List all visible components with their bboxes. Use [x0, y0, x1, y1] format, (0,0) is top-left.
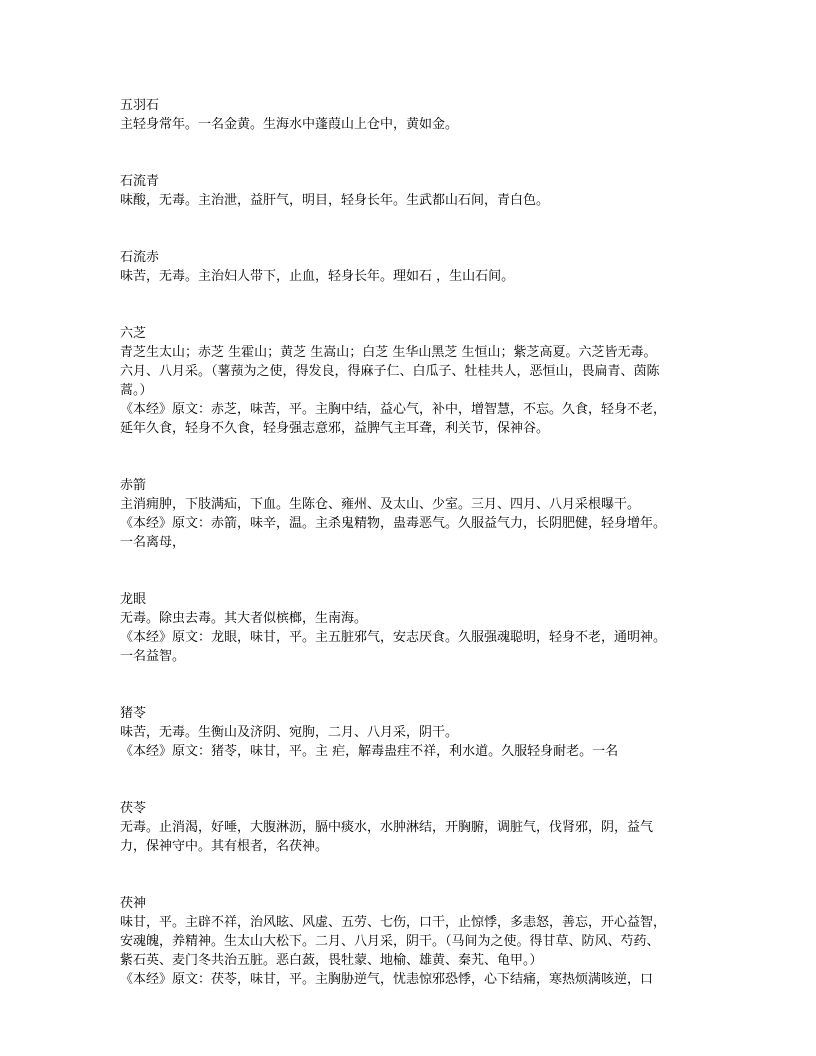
entry-text-line: 六月、八月采。（薯蓣为之使，得发良，得麻子仁、白瓜子、牡桂共人，恶恒山，畏扁青、茵陈 — [120, 364, 660, 379]
entry-fushen — [120, 894, 696, 989]
entry-text-line: 《本经》原文：龙眼，味甘，平。主五脏邪气，安志厌食。久服强魂聪明，轻身不老，通明神。 — [120, 630, 667, 645]
entry-text-line: 一名离母， — [120, 535, 186, 550]
entry-text-line: 力，保神守中。其有根者，名茯神。 — [120, 839, 329, 854]
entry-text-line: 味苦，无毒。生衡山及济阴、宛朐，二月、八月采，阴干。 — [120, 725, 459, 740]
entry-text-line: 安魂魄，养精神。生太山大松下。二月、八月采，阴干。（马间为之使。得甘草、防风、芍药、 — [120, 934, 660, 949]
entry-longyan — [120, 590, 696, 666]
entry-text-line: 主消痈肿，下肢满疝，下血。生陈仓、雍州、及太山、少室。三月、四月、八月采根曝干。 — [120, 497, 641, 512]
entry-text-line: 《本经》原文：猪苓，味甘，平。主 疟，解毒蛊疰不祥，利水道。久服轻身耐老。一名 — [120, 744, 619, 759]
entry-title: 六芝 — [120, 326, 147, 341]
entry-text-line: 味苦，无毒。主治妇人带下，止血，轻身长年。理如石 ，生山石间。 — [120, 269, 515, 284]
entry-shiliuchi — [120, 248, 696, 286]
entry-text-line: 无毒。除虫去毒。其大者似槟榔，生南海。 — [120, 611, 368, 626]
entry-title: 赤箭 — [120, 478, 147, 493]
entry-text-line: 无毒。止消渴，好唾，大腹淋沥，膈中痰水，水肿淋结，开胸腑，调脏气，伐肾邪，阴，益气 — [120, 820, 654, 835]
entry-text-line: 青芝生太山；赤芝 生霍山；黄芝 生嵩山；白芝 生华山黑芝 生恒山；紫芝高夏。六芝皆无毒。 — [120, 345, 657, 360]
entry-shiliuqing — [120, 172, 696, 210]
entry-text-line: 延年久食，轻身不久食，轻身强志意邪，益脾气主耳聋，利关节，保神谷。 — [120, 421, 550, 436]
entry-title: 五羽石 — [120, 98, 160, 113]
entry-text-line: 味甘，平。主辟不祥，治风眩、风虚、五劳、七伤，口干，止惊悸，多恚怒，善忘，开心益智， — [120, 915, 667, 930]
entry-title: 石流青 — [120, 174, 160, 189]
entry-text-line: 蒿。） — [120, 383, 153, 398]
entry-text-line: 味酸，无毒。主治泄，益肝气，明目，轻身长年。生武都山石间，青白色。 — [120, 193, 550, 208]
entry-zhuling — [120, 704, 696, 761]
entry-text-line: 《本经》原文：茯苓，味甘，平。主胸胁逆气，忧恚惊邪恐悸，心下结痛，寒热烦满咳逆，口 — [120, 972, 654, 987]
entry-text-line: 一名益智。 — [120, 649, 186, 664]
entry-title: 茯神 — [120, 896, 147, 911]
entry-text-line: 《本经》原文：赤箭，味辛，温。主杀鬼精物，蛊毒恶气。久服益气力，长阴肥健，轻身增年。 — [120, 516, 667, 531]
entry-text-line: 《本经》原文：赤芝，味苦，平。主胸中结，益心气，补中，增智慧，不忘。久食，轻身不老， — [120, 402, 667, 417]
entry-fuling — [120, 799, 696, 856]
entry-liuzhi — [120, 324, 696, 438]
entry-title: 石流赤 — [120, 250, 160, 265]
document-page — [120, 96, 696, 989]
entry-wuyushi — [120, 96, 696, 134]
entry-chijian — [120, 476, 696, 552]
entry-text-line: 主轻身常年。一名金黄。生海水中蓬葭山上仓中，黄如金。 — [120, 117, 459, 132]
entry-text-line: 紫石英、麦门冬共治五脏。恶白蔹，畏牡蒙、地榆、雄黄、秦艽、龟甲。） — [120, 953, 543, 968]
entry-title: 猪苓 — [120, 706, 147, 721]
entry-title: 龙眼 — [120, 592, 147, 607]
entry-title: 茯苓 — [120, 801, 147, 816]
